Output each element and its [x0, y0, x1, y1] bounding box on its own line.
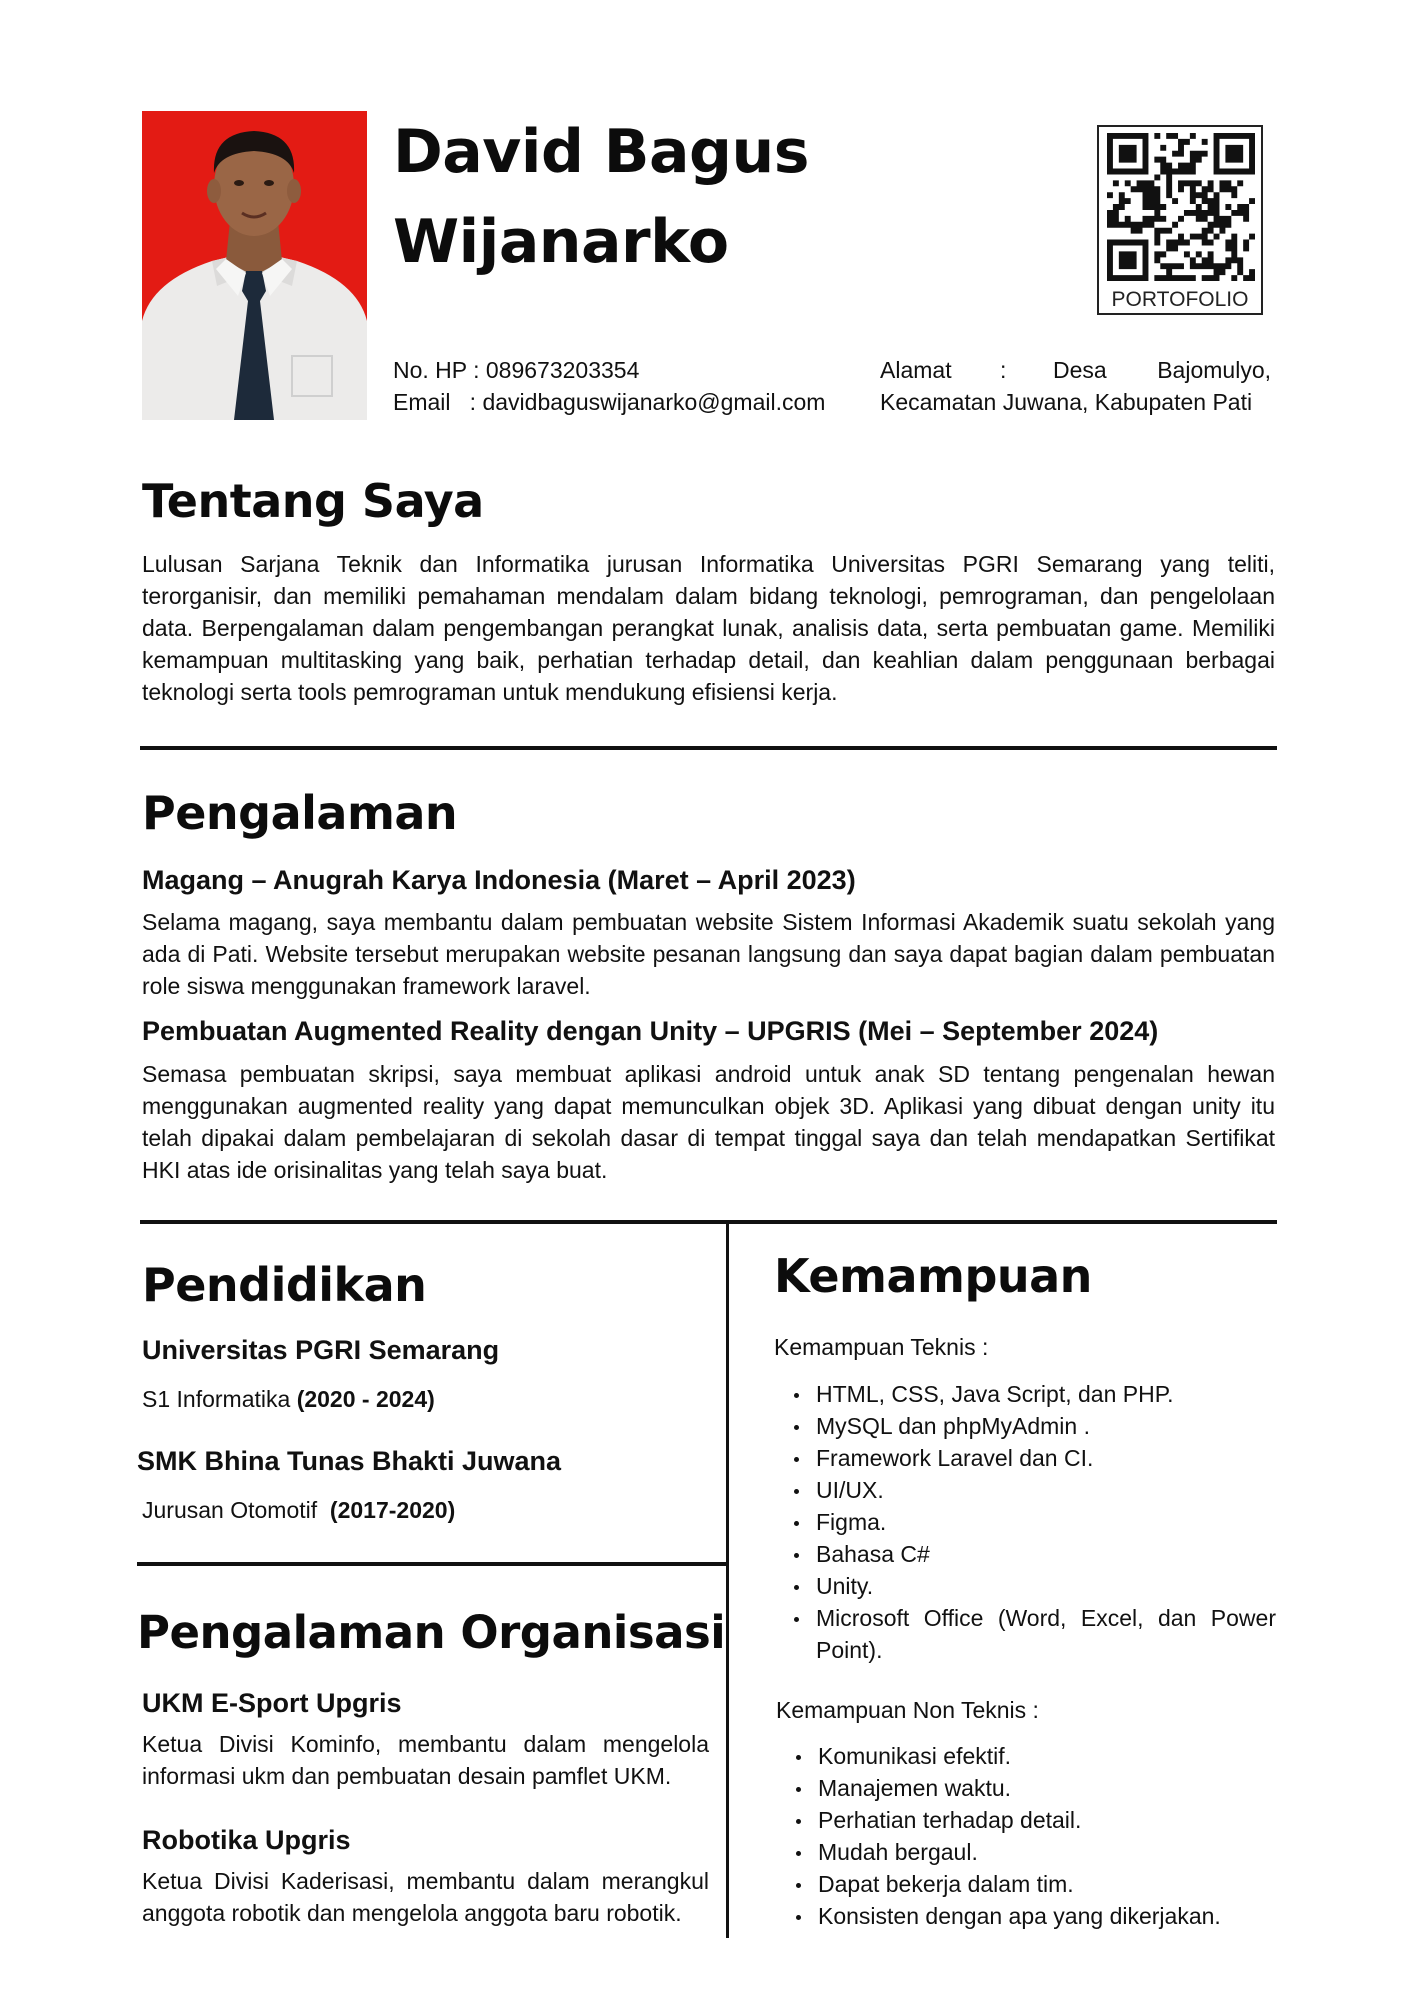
column-divider: [726, 1222, 729, 1938]
email-address: Email : davidbaguswijanarko@gmail.com: [393, 389, 826, 415]
address-word-desa: Desa: [1053, 357, 1107, 383]
skill-item: Dapat bekerja dalam tim.: [776, 1868, 1276, 1900]
education-program: Jurusan Otomotif: [142, 1497, 324, 1523]
skill-item: Framework Laravel dan CI.: [774, 1442, 1276, 1474]
education-years: (2017-2020): [329, 1497, 456, 1523]
skills-title: Kemampuan: [774, 1249, 1092, 1303]
education-school: Universitas PGRI Semarang: [142, 1335, 500, 1365]
experience-item-heading: Magang – Anugrah Karya Indonesia (Maret – April 2023): [142, 865, 856, 895]
nontechnical-skills-label: Kemampuan Non Teknis :: [776, 1697, 1039, 1723]
technical-skills-list: [774, 1378, 1276, 1666]
skill-item: Unity.: [774, 1570, 1276, 1602]
name-line-2: Wijanarko: [393, 207, 729, 277]
phone-number: No. HP : 089673203354: [393, 357, 640, 383]
name-line-1: David Bagus: [393, 117, 809, 187]
education-school: SMK Bhina Tunas Bhakti Juwana: [137, 1446, 562, 1476]
skill-item: Perhatian terhadap detail.: [776, 1804, 1276, 1836]
organization-name: UKM E-Sport Upgris: [142, 1688, 402, 1718]
organization-title: Pengalaman Organisasi: [137, 1606, 726, 1659]
organization-name: Robotika Upgris: [142, 1825, 351, 1855]
skill-item: Konsisten dengan apa yang dikerjakan.: [776, 1900, 1276, 1932]
about-title: Tentang Saya: [142, 474, 484, 528]
education-years: (2020 - 2024): [296, 1386, 435, 1412]
address-label: Alamat: [880, 357, 952, 383]
qr-code-icon: [1107, 133, 1255, 281]
skill-item: Komunikasi efektif.: [776, 1740, 1276, 1772]
skill-item: UI/UX.: [774, 1474, 1276, 1506]
qr-label: PORTOFOLIO: [1111, 288, 1249, 311]
about-text: Lulusan Sarjana Teknik dan Informatika jurusan Informatika Universitas PGRI Semarang yang teliti, terorganisir, dan memiliki pemahaman mendalam dalam bidang teknologi, pemrograman, dan pengelolaan data. Berpengalaman dalam pengembangan perangkat lunak, analisis data, serta pembuatan game. Memiliki kemampuan multitasking yang baik, perhatian terhadap detail, dan keahlian dalam penggunaan berbagai teknologi serta tools pemrograman untuk mendukung efisiensi kerja.: [142, 551, 1275, 705]
divider: [137, 1562, 728, 1566]
address-colon: :: [1000, 357, 1007, 383]
skill-item: Microsoft Office (Word, Excel, dan Power Point).: [774, 1602, 1276, 1666]
experience-item-text: Semasa pembuatan skripsi, saya membuat aplikasi android untuk anak SD tentang pengenalan hewan menggunakan augmented reality yang dapat memunculkan objek 3D. Aplikasi yang dibuat dengan unity itu telah dipakai dalam pembelajaran di sekolah dasar di tempat tinggal saya dan telah mendapatkan Sertifikat HKI atas ide orisinalitas yang telah saya buat.: [142, 1061, 1275, 1183]
skill-item: MySQL dan phpMyAdmin .: [774, 1410, 1276, 1442]
skill-item: Mudah bergaul.: [776, 1836, 1276, 1868]
skill-item: Manajemen waktu.: [776, 1772, 1276, 1804]
experience-item-heading: Pembuatan Augmented Reality dengan Unity – UPGRIS (Mei – September 2024): [142, 1016, 1159, 1046]
education-detail: [142, 1494, 455, 1526]
skill-item: Figma.: [774, 1506, 1276, 1538]
organization-text: Ketua Divisi Kaderisasi, membantu dalam merangkul anggota robotik dan mengelola anggota baru robotik.: [142, 1868, 709, 1926]
technical-skills-label: Kemampuan Teknis :: [774, 1334, 989, 1360]
address-line-2: Kecamatan Juwana, Kabupaten Pati: [880, 389, 1253, 415]
education-detail: [142, 1383, 435, 1415]
skill-item: HTML, CSS, Java Script, dan PHP.: [774, 1378, 1276, 1410]
skill-item: Bahasa C#: [774, 1538, 1276, 1570]
experience-title: Pengalaman: [142, 786, 458, 840]
divider: [140, 1220, 1277, 1224]
address-line-1: [880, 354, 1271, 386]
portfolio-qr[interactable]: [1097, 125, 1263, 315]
organization-text: Ketua Divisi Kominfo, membantu dalam mengelola informasi ukm dan pembuatan desain pamflet UKM.: [142, 1731, 709, 1789]
divider: [140, 746, 1277, 750]
education-title: Pendidikan: [142, 1258, 427, 1312]
experience-item-text: Selama magang, saya membantu dalam pembuatan website Sistem Informasi Akademik suatu sekolah yang ada di Pati. Website tersebut merupakan website pesanan langsung dan saya dapat bagian dalam pembuatan role siswa menggunakan framework laravel.: [142, 909, 1275, 999]
address-word-village: Bajomulyo,: [1157, 357, 1271, 383]
nontechnical-skills-list: [776, 1740, 1276, 1932]
profile-photo: [142, 111, 367, 420]
education-program: S1 Informatika: [142, 1386, 291, 1412]
